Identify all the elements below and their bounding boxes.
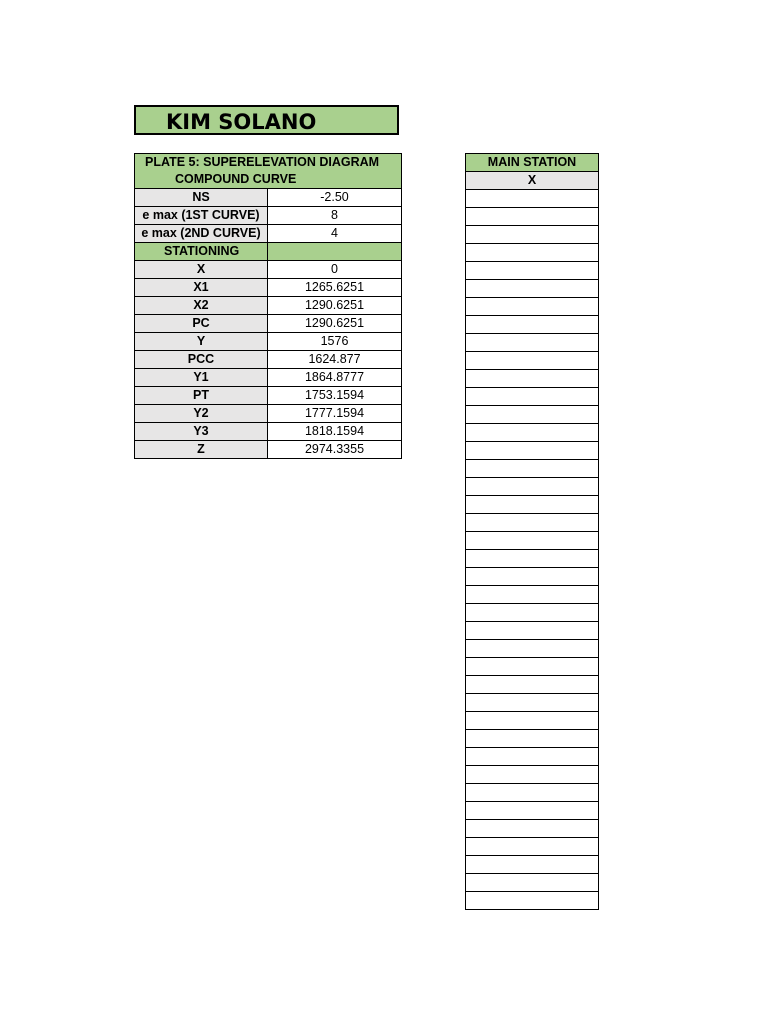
empty-cell xyxy=(466,748,599,766)
empty-row xyxy=(466,604,599,622)
empty-row xyxy=(466,568,599,586)
empty-row xyxy=(466,478,599,496)
empty-cell xyxy=(466,586,599,604)
empty-cell xyxy=(466,352,599,370)
station-label: Y xyxy=(135,333,268,351)
empty-cell xyxy=(466,316,599,334)
station-value: 1290.6251 xyxy=(268,297,402,315)
empty-cell xyxy=(466,640,599,658)
empty-cell xyxy=(466,802,599,820)
empty-cell xyxy=(466,694,599,712)
empty-cell xyxy=(466,712,599,730)
empty-row xyxy=(466,856,599,874)
station-row xyxy=(135,441,402,459)
station-value: 1864.8777 xyxy=(268,369,402,387)
empty-cell xyxy=(466,280,599,298)
empty-row xyxy=(466,676,599,694)
station-row xyxy=(135,405,402,423)
param-label: e max (2ND CURVE) xyxy=(135,225,268,243)
main-station-header: MAIN STATION xyxy=(466,154,599,172)
station-value: 1576 xyxy=(268,333,402,351)
table-header-row xyxy=(135,154,402,172)
station-row xyxy=(135,315,402,333)
title-box xyxy=(134,105,399,135)
empty-cell xyxy=(466,550,599,568)
station-row xyxy=(135,261,402,279)
param-row xyxy=(135,225,402,243)
empty-cell xyxy=(466,298,599,316)
empty-cell xyxy=(466,838,599,856)
stationing-label: STATIONING xyxy=(135,243,268,261)
empty-row xyxy=(466,406,599,424)
empty-row xyxy=(466,748,599,766)
empty-row xyxy=(466,316,599,334)
empty-cell xyxy=(466,676,599,694)
empty-row xyxy=(466,334,599,352)
station-label: PC xyxy=(135,315,268,333)
empty-row xyxy=(466,694,599,712)
station-label: PT xyxy=(135,387,268,405)
station-label: Y3 xyxy=(135,423,268,441)
station-label: X2 xyxy=(135,297,268,315)
empty-cell xyxy=(466,784,599,802)
empty-row xyxy=(466,874,599,892)
empty-cell xyxy=(466,460,599,478)
empty-cell xyxy=(466,262,599,280)
empty-row xyxy=(466,280,599,298)
empty-row xyxy=(466,262,599,280)
station-row xyxy=(135,297,402,315)
param-value: 8 xyxy=(268,207,402,225)
superelevation-table xyxy=(134,153,402,459)
table-header-row xyxy=(135,171,402,189)
empty-row xyxy=(466,784,599,802)
table-header-row xyxy=(466,154,599,172)
empty-row xyxy=(466,190,599,208)
empty-row xyxy=(466,766,599,784)
station-label: Y2 xyxy=(135,405,268,423)
empty-row xyxy=(466,550,599,568)
empty-cell xyxy=(466,442,599,460)
station-value: 0 xyxy=(268,261,402,279)
empty-cell xyxy=(466,856,599,874)
station-value: 1818.1594 xyxy=(268,423,402,441)
empty-row xyxy=(466,388,599,406)
empty-row xyxy=(466,352,599,370)
empty-cell xyxy=(466,892,599,910)
station-value: 1624.877 xyxy=(268,351,402,369)
station-label: PCC xyxy=(135,351,268,369)
station-label: Y1 xyxy=(135,369,268,387)
empty-row xyxy=(466,370,599,388)
title-text: KIM SOLANO xyxy=(166,110,317,134)
empty-cell xyxy=(466,226,599,244)
empty-cell xyxy=(466,478,599,496)
empty-cell xyxy=(466,730,599,748)
empty-row xyxy=(466,640,599,658)
empty-cell xyxy=(466,388,599,406)
param-value: 4 xyxy=(268,225,402,243)
empty-cell xyxy=(466,820,599,838)
param-value: -2.50 xyxy=(268,189,402,207)
empty-row xyxy=(466,730,599,748)
main-station-subheader: X xyxy=(466,172,599,190)
station-value: 1290.6251 xyxy=(268,315,402,333)
station-row xyxy=(135,279,402,297)
empty-row xyxy=(466,838,599,856)
empty-cell xyxy=(466,532,599,550)
main-station-table xyxy=(465,153,599,910)
station-row xyxy=(135,333,402,351)
station-value: 1777.1594 xyxy=(268,405,402,423)
empty-cell xyxy=(466,496,599,514)
empty-row xyxy=(466,532,599,550)
param-row xyxy=(135,189,402,207)
empty-cell xyxy=(466,424,599,442)
empty-row xyxy=(466,820,599,838)
empty-cell xyxy=(466,568,599,586)
empty-row xyxy=(466,226,599,244)
param-label: e max (1ST CURVE) xyxy=(135,207,268,225)
empty-cell xyxy=(466,658,599,676)
station-row xyxy=(135,387,402,405)
station-value: 2974.3355 xyxy=(268,441,402,459)
stationing-blank xyxy=(268,243,402,261)
empty-cell xyxy=(466,604,599,622)
stationing-header-row xyxy=(135,243,402,261)
empty-cell xyxy=(466,406,599,424)
empty-row xyxy=(466,208,599,226)
empty-cell xyxy=(466,334,599,352)
empty-cell xyxy=(466,514,599,532)
empty-row xyxy=(466,442,599,460)
empty-row xyxy=(466,460,599,478)
table-header-row xyxy=(466,172,599,190)
param-row xyxy=(135,207,402,225)
station-label: X1 xyxy=(135,279,268,297)
empty-row xyxy=(466,244,599,262)
empty-row xyxy=(466,298,599,316)
empty-cell xyxy=(466,766,599,784)
station-value: 1753.1594 xyxy=(268,387,402,405)
station-row xyxy=(135,423,402,441)
empty-row xyxy=(466,586,599,604)
empty-row xyxy=(466,514,599,532)
empty-cell xyxy=(466,874,599,892)
empty-cell xyxy=(466,622,599,640)
plate-header-line1: PLATE 5: SUPERELEVATION DIAGRAM xyxy=(135,154,402,172)
empty-row xyxy=(466,892,599,910)
station-row xyxy=(135,351,402,369)
empty-cell xyxy=(466,208,599,226)
empty-row xyxy=(466,622,599,640)
empty-row xyxy=(466,496,599,514)
empty-row xyxy=(466,802,599,820)
empty-row xyxy=(466,658,599,676)
station-label: X xyxy=(135,261,268,279)
empty-cell xyxy=(466,244,599,262)
station-row xyxy=(135,369,402,387)
empty-row xyxy=(466,712,599,730)
empty-cell xyxy=(466,190,599,208)
empty-cell xyxy=(466,370,599,388)
station-label: Z xyxy=(135,441,268,459)
param-label: NS xyxy=(135,189,268,207)
empty-row xyxy=(466,424,599,442)
plate-header-line2: COMPOUND CURVE xyxy=(135,171,402,189)
station-value: 1265.6251 xyxy=(268,279,402,297)
